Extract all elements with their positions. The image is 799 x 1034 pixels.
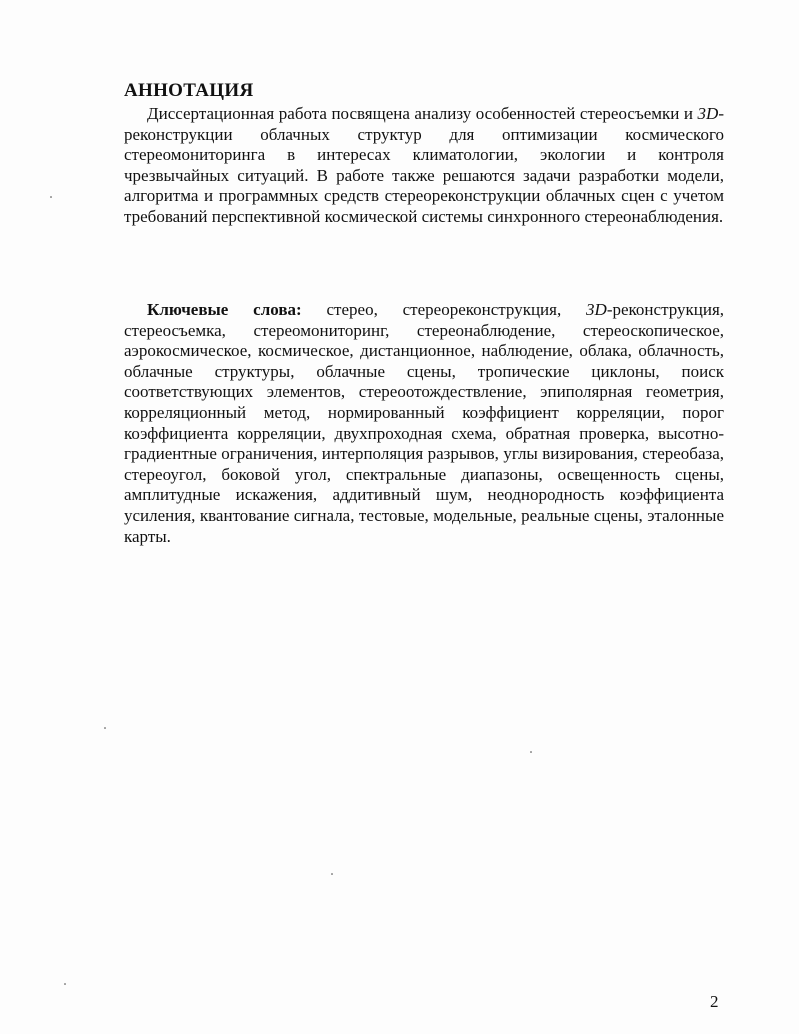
scan-speck	[104, 727, 106, 729]
abstract-text: Диссертационная работа посвящена анализу особенностей стереосъемки и 3D-реконструкции облачных структур для оптимизации космического стереомониторинга в интересах климатологии, экологии и контроля чрезвычайных ситуаций. В работе также решаются задачи разработки модели, алгоритма и программных средств стереореконструкции облачных сцен с учетом требований перспективной космической системы синхронного стереонаблюдения.	[124, 104, 724, 226]
scan-speck	[331, 873, 333, 875]
scan-speck	[530, 751, 532, 753]
scan-speck	[64, 983, 66, 985]
scan-speck	[50, 196, 52, 198]
page-number: 2	[710, 992, 719, 1011]
keywords-paragraph	[124, 300, 724, 547]
keywords-text: стерео, стереореконструкция, 3D-реконструкция, стереосъемка, стереомониторинг, стереонаблюдение, стереоскопическое, аэрокосмическое, космическое, дистанционное, наблюдение, облака, облачность, облачные структуры, облачные сцены, тропические циклоны, поиск соответствующих элементов, стереоотождествление, эпиполярная геометрия, корреляционный метод, нормированный коэффициент корреляции, порог коэффициента корреляции, двухпроходная схема, обратная проверка, высотно-градиентные ограничения, интерполяция разрывов, углы визирования, стереобаза, стереоугол, боковой угол, спектральные диапазоны, освещенность сцены, амплитудные искажения, аддитивный шум, неоднородность коэффициента усиления, квантование сигнала, тестовые, модельные, реальные сцены, эталонные карты.	[124, 300, 725, 546]
keywords-label: Ключевые слова:	[147, 300, 302, 319]
abstract-paragraph	[124, 104, 724, 228]
section-heading: АННОТАЦИЯ	[124, 80, 254, 101]
